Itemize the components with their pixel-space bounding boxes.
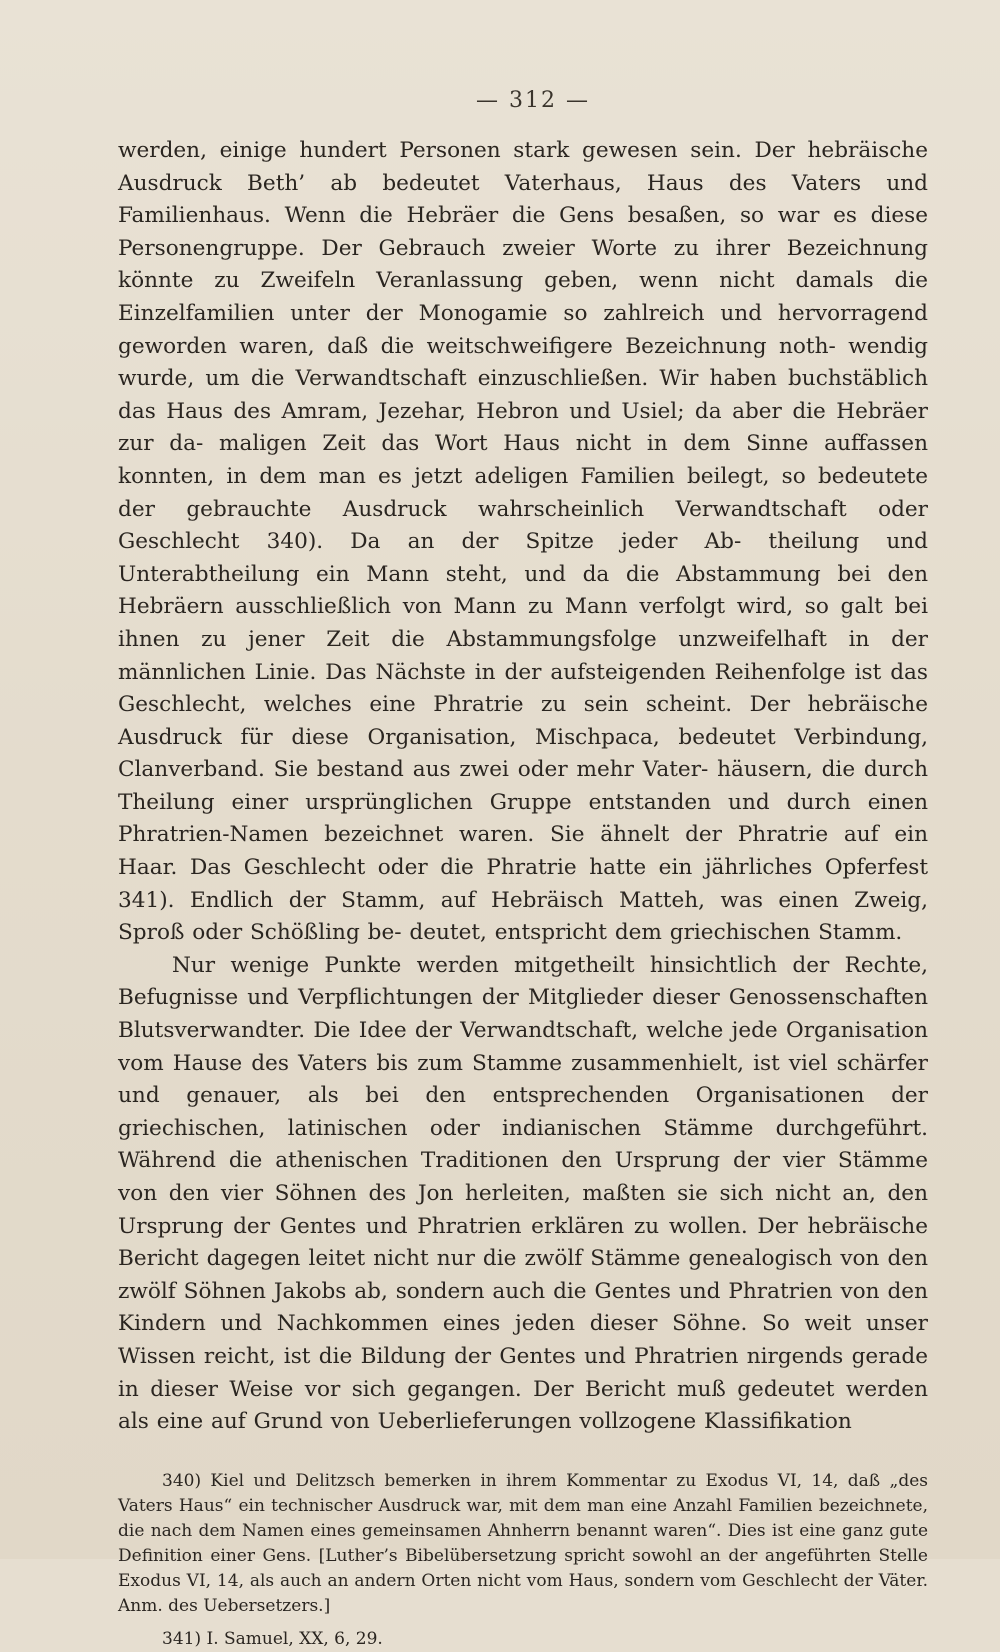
footnote-340: 340) Kiel und Delitzsch bemerken in ihrem Kommentar zu Exodus VI, 14, daß „des Vaters Haus“ ein technischer Ausdruck war, mit dem man eine Anzahl Familien bezeichnete, die nach dem Namen eines gemeinsamen Ahnherrn benannt waren“. Dies ist eine ganz gute Definition einer Gens. [Luther’s Bibelübersetzung spricht sowohl an der angeführten Stelle Exodus VI, 14, als auch an andern Orten nicht vom Haus, sondern vom Geschlecht der Väter. Anm. des Uebersetzers.]	[118, 1470, 928, 1616]
paragraph-2: Nur wenige Punkte werden mitgetheilt hinsichtlich der Rechte, Befugnisse und Verpflichtungen der Mitglieder dieser Genossenschaften Blutsverwandter. Die Idee der Verwandtschaft, welche jede Organisation vom Hause des Vaters bis zum Stamme zusammenhielt, ist viel schärfer und genauer, als bei den entsprechenden Organisationen der griechischen, latinischen oder indianischen Stämme durchgeführt. Während die athenischen Traditionen den Ursprung der vier Stämme von den vier Söhnen des Jon herleiten, maßten sie sich nicht an, den Ursprung der Gentes und Phratrien erklären zu wollen. Der hebräische Bericht dagegen leitet nicht nur die zwölf Stämme genealogisch von den zwölf Söhnen Jakobs ab, sondern auch die Gentes und Phratrien von den Kindern und Nachkommen eines jeden dieser Söhne. So weit unser Wissen reicht, ist die Bildung der Gentes und Phratrien nirgends gerade in dieser Weise vor sich gegangen. Der Bericht muß gedeutet werden als eine auf Grund von Ueberlieferungen vollzogene Klassifikation	[118, 952, 928, 1435]
footnote-341: 341) I. Samuel, XX, 6, 29.	[162, 1628, 383, 1649]
footnotes	[118, 1469, 928, 1652]
paragraph-1: werden, einige hundert Personen stark gewesen sein. Der hebräische Ausdruck Beth’ ab bedeutet Vaterhaus, Haus des Vaters und Familienhaus. Wenn die Hebräer die Gens besaßen, so war es diese Personengruppe. Der Gebrauch zweier Worte zu ihrer Bezeichnung könnte zu Zweifeln Veranlassung geben, wenn nicht damals die Einzelfamilien unter der Monogamie so zahlreich und hervorragend geworden waren, daß die weitschweifigere Bezeichnung noth- wendig wurde, um die Verwandtschaft einzuschließen. Wir haben buchstäblich das Haus des Amram, Jezehar, Hebron und Usiel; da aber die Hebräer zur da- maligen Zeit das Wort Haus nicht in dem Sinne auffassen konnten, in dem man es jetzt adeligen Familien beilegt, so bedeutete der gebrauchte Ausdruck wahrscheinlich Verwandtschaft oder Geschlecht 340). Da an der Spitze jeder Ab- theilung und Unterabtheilung ein Mann steht, und da die Abstammung bei den Hebräern ausschließlich von Mann zu Mann verfolgt wird, so galt bei ihnen zu jener Zeit die Abstammungsfolge unzweifelhaft in der männlichen Linie. Das Nächste in der aufsteigenden Reihenfolge ist das Geschlecht, welches eine Phratrie zu sein scheint. Der hebräische Ausdruck für diese Organisation, Mischpaca, bedeutet Verbindung, Clanverband. Sie bestand aus zwei oder mehr Vater- häusern, die durch Theilung einer ursprünglichen Gruppe entstanden und durch einen Phratrien-Namen bezeichnet waren. Sie ähnelt der Phratrie auf ein Haar. Das Geschlecht oder die Phratrie hatte ein jährliches Opferfest 341). Endlich der Stamm, auf Hebräisch Matteh, was einen Zweig, Sproß oder Schößling be- deutet, entspricht dem griechischen Stamm.	[118, 138, 928, 946]
main-text	[118, 135, 928, 1439]
page-number: — 312 —	[476, 88, 590, 113]
footnote-separator	[118, 1439, 928, 1453]
